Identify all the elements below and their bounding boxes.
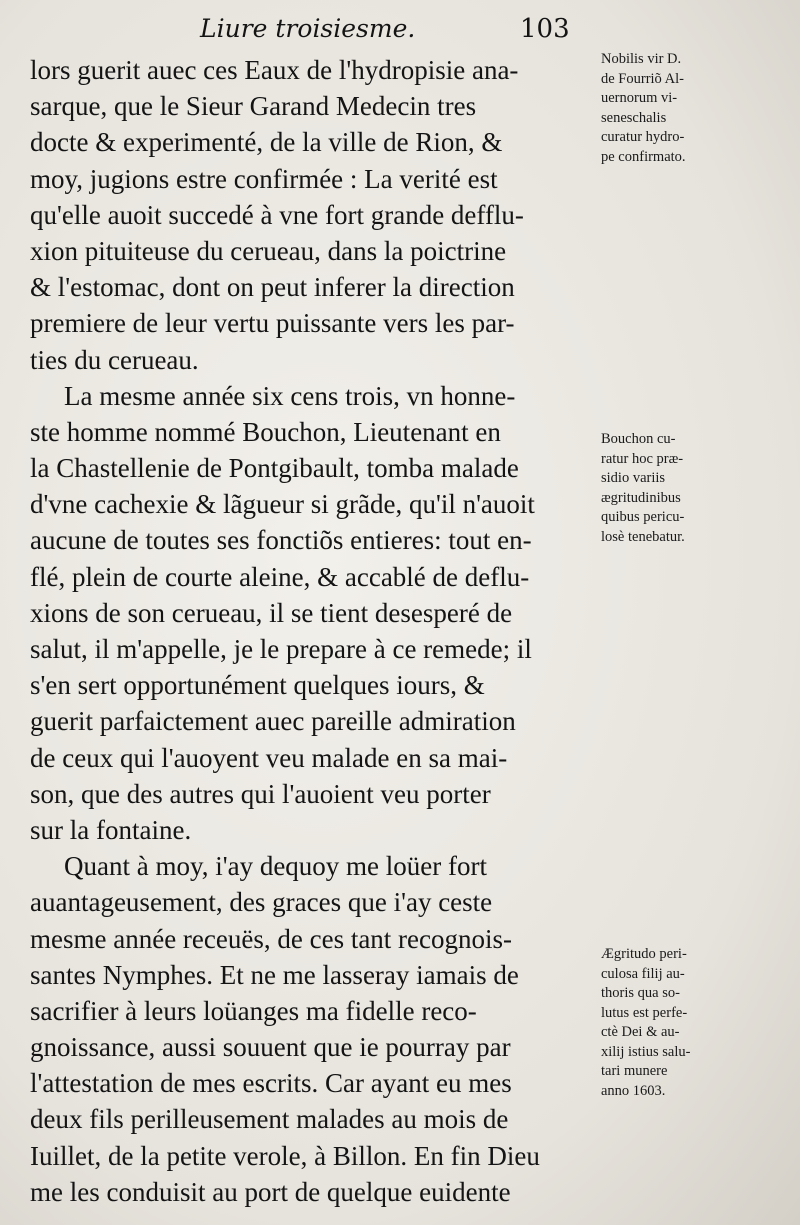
text-line: xion pituiteuse du cerueau, dans la poictrine [30, 235, 507, 266]
margin-note-line: Ægritudo peri- [601, 946, 687, 962]
margin-note-line: Bouchon cu- [601, 431, 676, 447]
paragraph [30, 378, 605, 848]
margin-note-line: tari munere [601, 1063, 668, 1079]
margin-note [601, 430, 796, 547]
text-line: & l'estomac, dont on peut inferer la direction [30, 272, 515, 303]
text-line: Quant à moy, i'ay dequoy me loüer fort [64, 851, 487, 882]
text-line: aucune de toutes ses fonctiõs entieres: tout en- [30, 525, 532, 556]
text-line: son, que des autres qui l'auoient veu porter [30, 778, 491, 809]
margin-note-line: curatur hydro- [601, 129, 685, 145]
margin-note-line: de Fourriõ Al- [601, 70, 684, 87]
text-line: l'attestation de mes escrits. Car ayant eu mes [30, 1068, 512, 1099]
margin-note-line: ægritudinibus [601, 489, 681, 506]
margin-note-line: anno 1603. [601, 1082, 666, 1099]
paragraph [30, 848, 605, 1210]
text-line: qu'elle auoit succedé à vne fort grande defflu- [30, 199, 524, 230]
text-line: sarque, que le Sieur Garand Medecin tres [30, 91, 477, 122]
text-line: lors guerit auec ces Eaux de l'hydropisie ana- [30, 55, 519, 85]
text-line: ties du cerueau. [30, 344, 199, 375]
text-line: salut, il m'appelle, je le prepare à ce remede; il [30, 634, 532, 664]
margin-note-line: ratur hoc præ- [601, 450, 684, 467]
text-line: s'en sert opportunément quelques iours, & [30, 670, 485, 701]
text-line: gnoissance, aussi souuent que ie pourray par [30, 1032, 511, 1063]
text-line: flé, plein de courte aleine, & accablé de deflu- [30, 561, 530, 592]
text-line: sur la fontaine. [30, 814, 192, 845]
text-line: La mesme année six cens trois, vn honne- [64, 380, 516, 411]
text-line: d'vne cachexie & lãgueur si grãde, qu'il n'auoit [30, 489, 535, 520]
text-line: xions de son cerueau, il se tient desesperé de [30, 597, 513, 628]
main-text [30, 52, 605, 1210]
margin-note-line: Nobilis vir D. [601, 51, 682, 67]
paragraph [30, 52, 605, 378]
text-line: la Chastellenie de Pontgibault, tomba malade [30, 453, 519, 484]
text-line: premiere de leur vertu puissante vers les par- [30, 308, 515, 339]
margin-note-line: culosa filij au- [601, 965, 685, 982]
text-line: auantageusement, des graces que i'ay ceste [30, 887, 493, 918]
text-line: santes Nymphes. Et ne me lasseray iamais de [30, 959, 519, 990]
text-line: de ceux qui l'auoyent veu malade en sa mai- [30, 742, 508, 773]
running-title: Liure troisiesme. [200, 14, 416, 43]
margin-note-line: xilij istius salu- [601, 1043, 691, 1060]
margin-note-line: losè tenebatur. [601, 528, 685, 545]
margin-note-line: quibus pericu- [601, 509, 685, 525]
text-line: docte & experimenté, de la ville de Rion, & [30, 127, 503, 158]
text-line: guerit parfaictement auec pareille admiration [30, 706, 516, 737]
page-header [0, 14, 800, 48]
margin-note-line: lutus est perfe- [601, 1004, 688, 1021]
margin-note-line: sidio variis [601, 470, 666, 486]
margin-note-line: ctè Dei & au- [601, 1024, 680, 1040]
text-line: me les conduisit au port de quelque euidente [30, 1176, 511, 1207]
text-line: mesme année receuës, de ces tant recognois- [30, 923, 513, 954]
text-line: sacrifier à leurs loüanges ma fidelle reco- [30, 995, 477, 1026]
text-line: Iuillet, de la petite verole, à Billon. En fin Dieu [30, 1140, 540, 1171]
margin-note-line: uernorum vi- [601, 90, 678, 106]
margin-note-line: thoris qua so- [601, 985, 680, 1001]
margin-note-line: pe confirmato. [601, 148, 686, 165]
margin-note-line: seneschalis [601, 109, 667, 126]
margin-note [601, 50, 796, 167]
text-line: deux fils perilleusement malades au mois de [30, 1104, 509, 1135]
text-line: ste homme nommé Bouchon, Lieutenant en [30, 416, 501, 447]
text-line: moy, jugions estre confirmée : La verité est [30, 163, 498, 194]
margin-note [601, 945, 796, 1101]
page-number: 103 [520, 14, 570, 44]
